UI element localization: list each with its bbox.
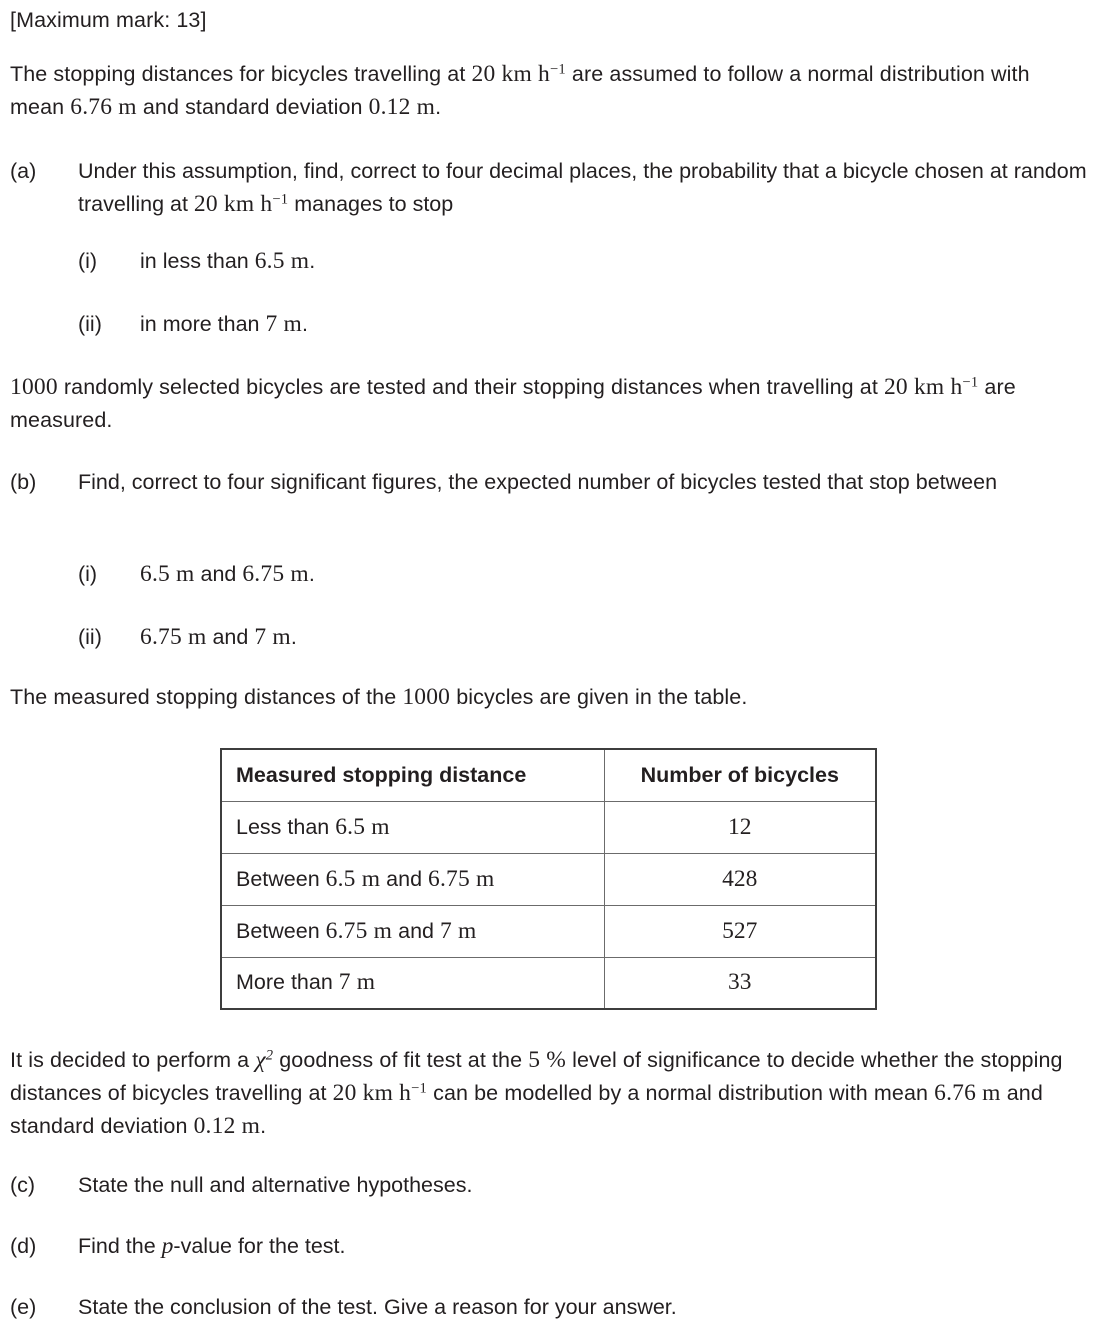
part-b-item-i-content [140,558,1088,591]
part-d-text-1: Find the [78,1234,162,1258]
part-a-text-1: Under this assumption, find, correct to four decimal places, the probability that a bicycle chosen at random travelling at [78,159,1087,216]
test-text-3: level of significance to decide whether the stopping distances of bicycles travelling at [10,1048,1063,1105]
part-a-text-2: manages to stop [288,192,454,216]
part-b-item-i-value-1: 6.5 m [140,561,195,587]
part-b-item-ii-label: (ii) [78,625,102,649]
intro-speed: 20 km $h^{-1}$ [471,61,566,87]
table-cell-count: 527 [604,905,876,957]
table-cell-distance [221,801,604,853]
part-a-item-i-text-1: in less than [140,249,255,273]
intro-speed-exponent: −1 [549,61,566,78]
part-a-item-i-text-2: . [309,249,316,273]
row0-value-1: 6.5 m [335,813,390,840]
intro-mean: 6.76 m [70,94,137,120]
part-a-item-i-label: (i) [78,249,98,273]
sample-count: 1000 [10,374,58,400]
part-e-label: (e) [10,1295,37,1319]
row3-text-1: More than [236,970,339,995]
part-e-content: State the conclusion of the test. Give a reason for your answer. [78,1295,677,1319]
table-head [221,749,876,801]
part-b-item-ii-value-1: 6.75 m [140,624,207,650]
table-row [221,957,876,1009]
row1-text-2: and [380,866,429,891]
part-b [10,466,1090,499]
part-b-item-ii-value-2: 7 m [254,624,291,650]
part-b-item-i-value-2: 6.75 m [242,561,309,587]
part-b-item-i-text-2: . [308,562,315,586]
test-mean: 6.76 m [934,1080,1001,1106]
part-b-item-ii-content [140,621,1088,654]
sample-paragraph [10,371,1085,437]
part-b-item-ii-text-1: and [206,625,255,649]
test-speed-exponent: −1 [411,1080,428,1097]
table-header-row [221,749,876,801]
part-a-item-i-value: 6.5 m [254,248,310,274]
test-speed: 20 km $h^{-1}$ [332,1080,428,1106]
test-text-1: It is decided to perform a [10,1048,256,1072]
chi-exponent: 2 [265,1047,274,1064]
part-d-label: (d) [10,1234,37,1258]
stopping-distance-table-wrapper [220,748,877,1010]
part-c-label: (c) [10,1173,36,1197]
row1-text-1: Between [236,866,326,891]
table-cell-count: 12 [604,801,876,853]
table-header-distance: Measured stopping distance [221,749,604,801]
intro-paragraph [10,58,1085,124]
significance-level: 5 % [528,1047,567,1073]
sample-speed: 20 km $h^{-1}$ [883,374,979,400]
part-b-item-i [78,558,1088,591]
part-c [10,1169,1090,1202]
part-a-item-ii-content [140,308,1088,341]
part-b-item-i-label: (i) [78,562,98,586]
stopping-distance-table [220,748,877,1010]
table-intro-text-2: bicycles are given in the table. [450,685,748,709]
row1-value-2: 6.75 m [428,865,495,892]
part-a-item-i [78,245,1088,278]
part-c-content: State the null and alternative hypotheses. [78,1173,473,1197]
part-a-item-i-content [140,245,1088,278]
row2-value-2: 7 m [439,917,477,944]
intro-text-3: and standard deviation [136,95,369,119]
part-a-speed: 20 km $h^{-1}$ [193,191,289,217]
test-text-4: can be modelled by a normal distribution with mean [427,1081,935,1105]
table-intro-count: 1000 [402,684,451,710]
row2-value-1: 6.75 m [325,917,393,944]
table-header-count: Number of bicycles [604,749,876,801]
test-text-6: . [260,1114,267,1138]
table-body [221,801,876,1009]
intro-text-1: The stopping distances for bicycles travelling at [10,62,472,86]
part-b-item-i-text-1: and [194,562,243,586]
part-d-text-2: -value for the test. [173,1234,346,1258]
row0-text-1: Less than [236,814,336,839]
maximum-mark-text: [Maximum mark: 13] [10,8,207,32]
table-cell-count: 33 [604,957,876,1009]
table-intro-paragraph [10,681,1085,714]
table-row [221,853,876,905]
table-row [221,801,876,853]
chi-symbol: $\chi^2$ [255,1047,274,1073]
row3-value-1: 7 m [338,969,376,996]
p-value-symbol: p [161,1233,174,1259]
table-intro-text-1: The measured stopping distances of the [10,685,403,709]
test-text-2: goodness of fit test at the [273,1048,529,1072]
part-b-label: (b) [10,470,37,494]
part-a-item-ii-text-2: . [302,312,308,336]
part-a-item-ii-label: (ii) [78,312,102,336]
part-a-item-ii [78,308,1088,341]
intro-text-4: . [435,95,442,119]
table-row [221,905,876,957]
part-a-content [78,155,1090,221]
part-a-label: (a) [10,159,37,183]
chi-square-test-paragraph [10,1044,1085,1143]
row2-text-2: and [392,918,440,943]
part-a-item-ii-value: 7 m [265,311,302,337]
part-b-item-ii [78,621,1088,654]
part-a-item-ii-text-1: in more than [140,312,266,336]
maximum-mark-line [10,4,1085,37]
part-d-content [78,1230,1090,1263]
intro-text-2: are assumed to follow a normal distribution with mean [10,62,1030,119]
table-cell-distance [221,905,604,957]
table-cell-count: 428 [604,853,876,905]
part-a [10,155,1090,221]
table-cell-distance [221,957,604,1009]
intro-standard-deviation: 0.12 m [368,94,436,120]
sample-text-1: randomly selected bicycles are tested and their stopping distances when travelling at [57,375,884,399]
part-b-content: Find, correct to four significant figures, the expected number of bicycles tested that stop between [78,470,998,494]
part-d [10,1230,1090,1263]
sample-speed-exponent: −1 [962,374,979,391]
test-standard-deviation: 0.12 m [193,1113,261,1139]
part-a-speed-exponent: −1 [272,191,289,208]
sample-text-2: are measured. [10,375,1016,432]
test-text-5: and standard deviation [10,1081,1043,1138]
table-cell-distance [221,853,604,905]
row1-value-1: 6.5 m [325,865,381,892]
row2-text-1: Between [236,918,326,943]
part-b-item-ii-text-2: . [290,625,297,649]
part-e [10,1291,1090,1324]
